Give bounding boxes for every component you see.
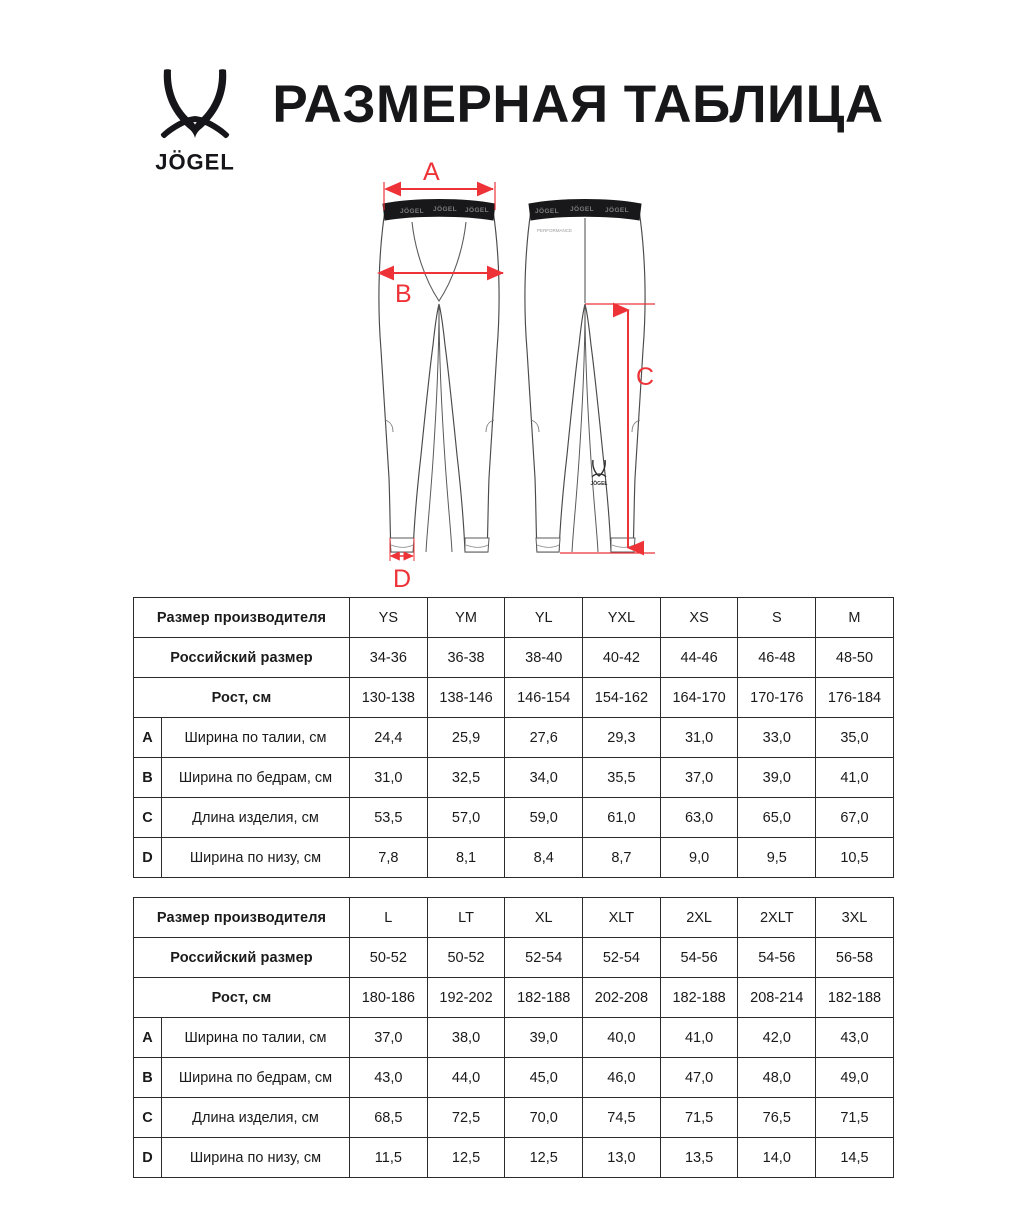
- table-cell: 182-188: [660, 978, 738, 1018]
- table-cell: 13,5: [660, 1138, 738, 1178]
- table-cell: 67,0: [816, 798, 894, 838]
- table-cell: 154-162: [583, 678, 661, 718]
- table-cell: 44-46: [660, 638, 738, 678]
- table-cell: 34-36: [350, 638, 428, 678]
- row-header-height: Рост, см: [134, 678, 350, 718]
- table-cell: 59,0: [505, 798, 583, 838]
- table-cell: 54-56: [660, 938, 738, 978]
- table-cell: 192-202: [427, 978, 505, 1018]
- measure-letter-a: A: [134, 718, 162, 758]
- jogel-horns-logo-icon: [152, 68, 238, 146]
- table-cell: 31,0: [660, 718, 738, 758]
- table-cell: 37,0: [660, 758, 738, 798]
- table-cell: 68,5: [350, 1098, 428, 1138]
- table-row-measure-c: [134, 798, 894, 838]
- svg-text:JÖGEL: JÖGEL: [570, 206, 595, 213]
- table-cell: 39,0: [738, 758, 816, 798]
- table-row-measure-c: [134, 1098, 894, 1138]
- measure-desc-b: Ширина по бедрам, см: [162, 758, 350, 798]
- table-cell: 164-170: [660, 678, 738, 718]
- jogel-wordmark: [140, 144, 250, 178]
- table-cell: 72,5: [427, 1098, 505, 1138]
- measure-desc-b: Ширина по бедрам, см: [162, 1058, 350, 1098]
- pants-front-view: [379, 200, 499, 553]
- table-cell: YL: [505, 598, 583, 638]
- table-cell: 43,0: [350, 1058, 428, 1098]
- table-cell: 180-186: [350, 978, 428, 1018]
- table-cell: 34,0: [505, 758, 583, 798]
- page-title: РАЗМЕРНАЯ ТАБЛИЦА: [272, 75, 884, 134]
- measure-label-d: D: [393, 565, 412, 590]
- table-cell: XLT: [583, 898, 661, 938]
- measure-letter-a: A: [134, 1018, 162, 1058]
- table-cell: L: [350, 898, 428, 938]
- table-cell: 54-56: [738, 938, 816, 978]
- measure-label-b: B: [395, 280, 412, 308]
- measure-letter-d: D: [134, 1138, 162, 1178]
- table-cell: 14,5: [816, 1138, 894, 1178]
- table-row-russian-size: [134, 638, 894, 678]
- table-cell: 146-154: [505, 678, 583, 718]
- size-table-large-to-3xl: [133, 897, 894, 1178]
- table-cell: 33,0: [738, 718, 816, 758]
- measure-label-c: C: [636, 363, 655, 391]
- table-cell: 7,8: [350, 838, 428, 878]
- table-cell: XL: [505, 898, 583, 938]
- table-cell: 63,0: [660, 798, 738, 838]
- row-header-russian-size: Российский размер: [134, 938, 350, 978]
- brand-logo: [140, 68, 250, 180]
- svg-text:JÖGEL: JÖGEL: [155, 149, 236, 175]
- table-cell: 138-146: [427, 678, 505, 718]
- table-cell: 10,5: [816, 838, 894, 878]
- table-cell: 36-38: [427, 638, 505, 678]
- table-cell: 74,5: [583, 1098, 661, 1138]
- table-row-measure-a: [134, 718, 894, 758]
- row-header-height: Рост, см: [134, 978, 350, 1018]
- table-cell: XS: [660, 598, 738, 638]
- table-cell: 182-188: [505, 978, 583, 1018]
- table-cell: 13,0: [583, 1138, 661, 1178]
- table-cell: 50-52: [427, 938, 505, 978]
- measure-letter-b: B: [134, 758, 162, 798]
- table-cell: 47,0: [660, 1058, 738, 1098]
- table-cell: YXL: [583, 598, 661, 638]
- table-cell: 53,5: [350, 798, 428, 838]
- table-cell: 40-42: [583, 638, 661, 678]
- measure-letter-d: D: [134, 838, 162, 878]
- table-cell: 42,0: [738, 1018, 816, 1058]
- table-cell: 208-214: [738, 978, 816, 1018]
- measure-letter-c: C: [134, 798, 162, 838]
- table-cell: 43,0: [816, 1018, 894, 1058]
- table-row-height: [134, 678, 894, 718]
- table-cell: 56-58: [816, 938, 894, 978]
- table-cell: 71,5: [660, 1098, 738, 1138]
- row-header-manufacturer-size: Размер производителя: [134, 898, 350, 938]
- table-cell: 12,5: [505, 1138, 583, 1178]
- table-cell: 38,0: [427, 1018, 505, 1058]
- table-row-measure-a: [134, 1018, 894, 1058]
- table-cell: 11,5: [350, 1138, 428, 1178]
- table-cell: 46,0: [583, 1058, 661, 1098]
- table-cell: 2XL: [660, 898, 738, 938]
- table-cell: 52-54: [505, 938, 583, 978]
- table-cell: 46-48: [738, 638, 816, 678]
- svg-text:JÖGEL: JÖGEL: [605, 207, 630, 214]
- table-cell: 202-208: [583, 978, 661, 1018]
- measure-desc-c: Длина изделия, см: [162, 798, 350, 838]
- table-cell: 182-188: [816, 978, 894, 1018]
- table-cell: 65,0: [738, 798, 816, 838]
- measure-letter-c: C: [134, 1098, 162, 1138]
- table-row-measure-d: [134, 838, 894, 878]
- table-cell: 176-184: [816, 678, 894, 718]
- measure-desc-d: Ширина по низу, см: [162, 838, 350, 878]
- svg-text:JÖGEL: JÖGEL: [535, 208, 560, 215]
- table-cell: LT: [427, 898, 505, 938]
- table-row-measure-d: [134, 1138, 894, 1178]
- table-cell: 76,5: [738, 1098, 816, 1138]
- table-cell: 50-52: [350, 938, 428, 978]
- svg-text:JÖGEL: JÖGEL: [433, 206, 458, 213]
- table-cell: 45,0: [505, 1058, 583, 1098]
- table-cell: YM: [427, 598, 505, 638]
- table-cell: 35,0: [816, 718, 894, 758]
- table-row-russian-size: [134, 938, 894, 978]
- row-header-russian-size: Российский размер: [134, 638, 350, 678]
- table-cell: 25,9: [427, 718, 505, 758]
- table-cell: 31,0: [350, 758, 428, 798]
- svg-text:PERFORMANCE: PERFORMANCE: [537, 228, 573, 233]
- table-cell: 48,0: [738, 1058, 816, 1098]
- measure-letter-b: B: [134, 1058, 162, 1098]
- table-cell: 27,6: [505, 718, 583, 758]
- measure-label-a: A: [423, 160, 440, 186]
- size-table-youth-to-medium: [133, 597, 894, 878]
- table-cell: 37,0: [350, 1018, 428, 1058]
- table-cell: 40,0: [583, 1018, 661, 1058]
- table-cell: 48-50: [816, 638, 894, 678]
- table-cell: 38-40: [505, 638, 583, 678]
- table-cell: 41,0: [816, 758, 894, 798]
- table-cell: 130-138: [350, 678, 428, 718]
- table-cell: 41,0: [660, 1018, 738, 1058]
- table-cell: 24,4: [350, 718, 428, 758]
- table-cell: 32,5: [427, 758, 505, 798]
- table-cell: 29,3: [583, 718, 661, 758]
- table-row-manufacturer-size: [134, 598, 894, 638]
- table-cell: 3XL: [816, 898, 894, 938]
- measure-desc-d: Ширина по низу, см: [162, 1138, 350, 1178]
- table-cell: 9,5: [738, 838, 816, 878]
- svg-text:JÖGEL: JÖGEL: [465, 207, 490, 214]
- table-cell: 8,4: [505, 838, 583, 878]
- measure-desc-a: Ширина по талии, см: [162, 1018, 350, 1058]
- table-row-height: [134, 978, 894, 1018]
- table-cell: 39,0: [505, 1018, 583, 1058]
- table-cell: 57,0: [427, 798, 505, 838]
- table-row-manufacturer-size: [134, 898, 894, 938]
- table-cell: 49,0: [816, 1058, 894, 1098]
- table-cell: YS: [350, 598, 428, 638]
- table-cell: 61,0: [583, 798, 661, 838]
- svg-text:JÖGEL: JÖGEL: [590, 481, 608, 487]
- table-cell: 2XLT: [738, 898, 816, 938]
- product-measurement-diagram: [355, 160, 675, 590]
- svg-text:JÖGEL: JÖGEL: [400, 208, 425, 215]
- table-cell: S: [738, 598, 816, 638]
- table-cell: 8,7: [583, 838, 661, 878]
- row-header-manufacturer-size: Размер производителя: [134, 598, 350, 638]
- table-cell: 71,5: [816, 1098, 894, 1138]
- table-row-measure-b: [134, 1058, 894, 1098]
- table-cell: 70,0: [505, 1098, 583, 1138]
- table-cell: 12,5: [427, 1138, 505, 1178]
- table-cell: 44,0: [427, 1058, 505, 1098]
- table-cell: 35,5: [583, 758, 661, 798]
- table-cell: 170-176: [738, 678, 816, 718]
- measure-desc-c: Длина изделия, см: [162, 1098, 350, 1138]
- table-cell: 8,1: [427, 838, 505, 878]
- measure-desc-a: Ширина по талии, см: [162, 718, 350, 758]
- table-cell: M: [816, 598, 894, 638]
- table-row-measure-b: [134, 758, 894, 798]
- table-cell: 14,0: [738, 1138, 816, 1178]
- table-cell: 9,0: [660, 838, 738, 878]
- pants-technical-drawing: [355, 160, 675, 590]
- table-cell: 52-54: [583, 938, 661, 978]
